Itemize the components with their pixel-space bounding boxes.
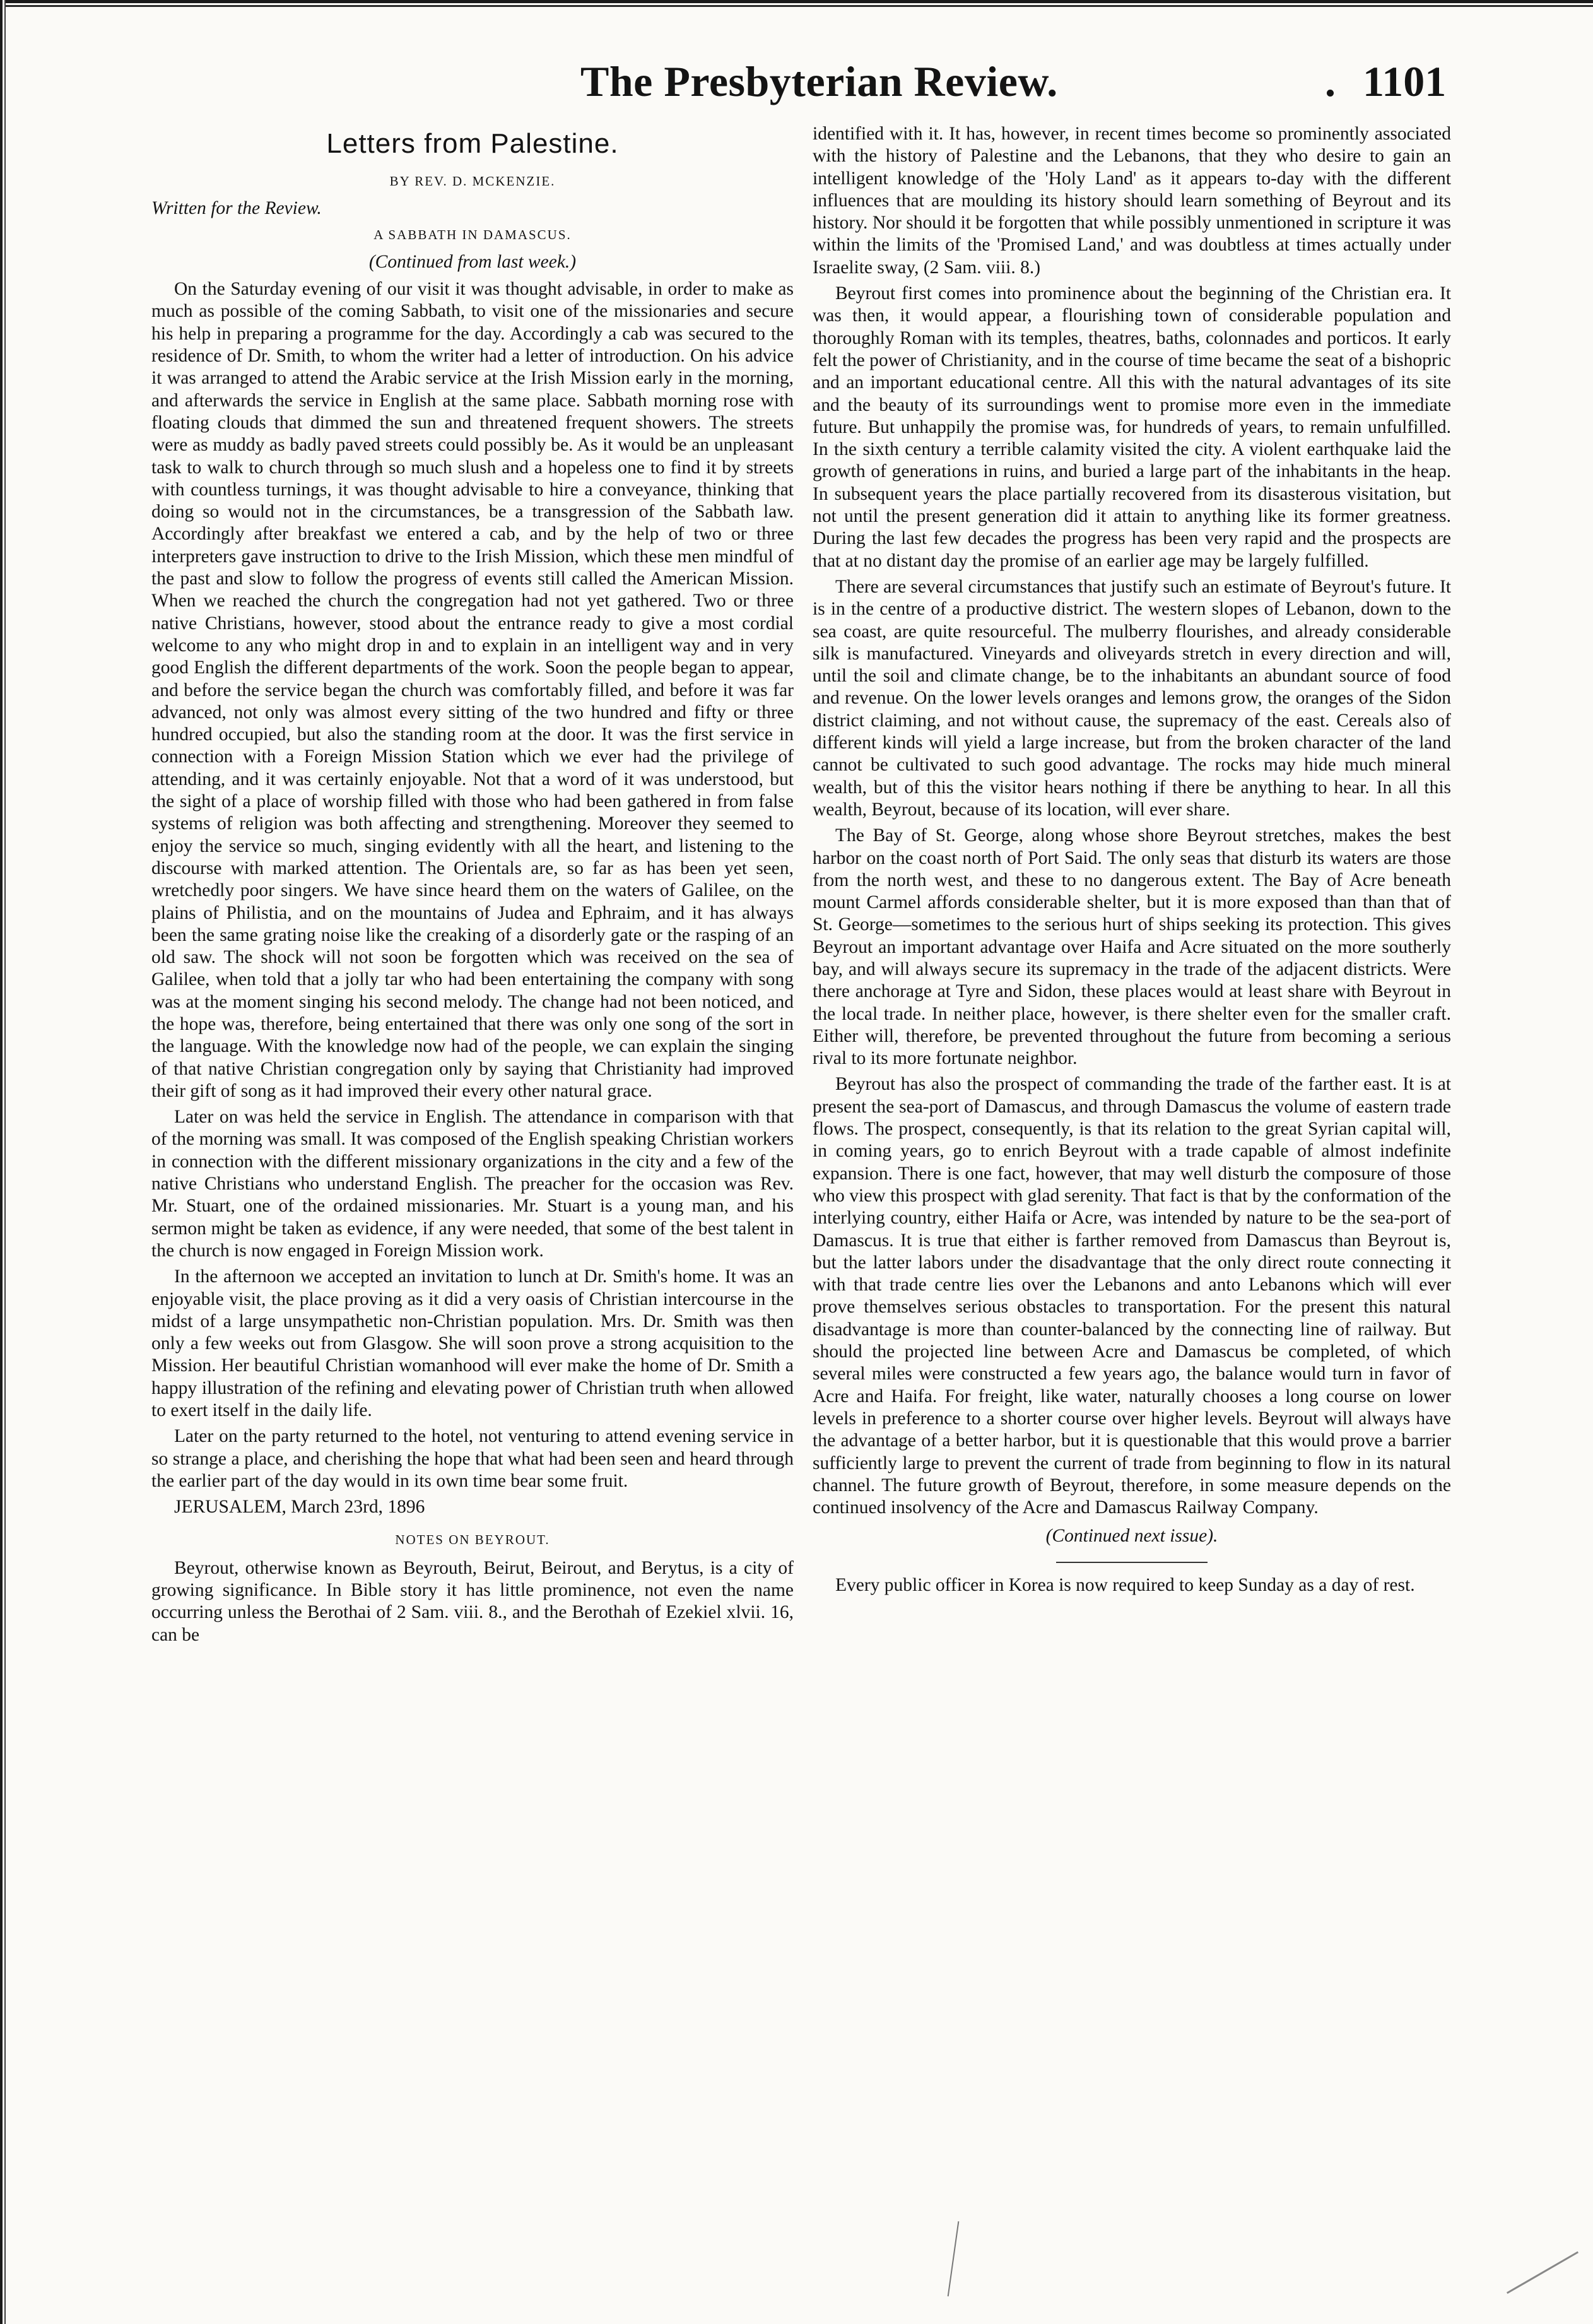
- paragraph: On the Saturday evening of our visit it was thought advisable, in order to make as much as possible of the coming Sabbath, to visit one of the missionaries and secure his help in preparing a programme for the day. Accordingly a cab was secured to the residence of Dr. Smith, to whom the writer had a letter of introduction. On his advice it was arranged to attend the Arabic service at the Irish Mission early in the morning, and afterwards the service in English at the same place. Sabbath morning rose with floating clouds that dimmed the sun and threatened frequent showers. The streets were as muddy as badly paved streets could possibly be. As it would be an unpleasant task to walk to church through so much slush and a hopeless one to find it by streets with countless turnings, it was thought advisable to hire a conveyance, thinking that doing so would not in the circumstances, be a transgression of the Sabbath law. Accordingly after breakfast we entered a cab, and by the help of two or three interpreters gave instruction to drive to the Irish Mission, which these men mindful of the past and slow to follow the progress of events still called the American Mission. When we reached the church the congregation had not yet gathered. Two or three native Christians, however, stood about the entrance ready to give a most cordial welcome to any who might drop in and to explain in an intelligent way and in very good English the different departments of the work. Soon the people began to appear, and before the service began the church was comfortably filled, and before it was far advanced, not only was almost every sitting of the two hundred and fifty or three hundred occupied, but also the standing room at the door. It was the first service in connection with a Foreign Mission Station which we ever had the privilege of attending, and it was certainly enjoyable. Not that a word of it was understood, but the sight of a place of worship filled with those who had been gathered in from false systems of religion was both affecting and strengthening. Moreover they seemed to enjoy the service so much, singing evidently with all the heart, and listening to the discourse with marked attention. The Orientals are, so far as has been yet seen, wretchedly poor singers. We have since heard them on the waters of Galilee, on the plains of Philistia, and on the mountains of Judea and Ephraim, and it has always been the same grating noise like the creaking of a disorderly gate or the rasping of an old saw. The shock will not soon be forgotten which was received on the sea of Galilee, when told that a jolly tar who had been entertaining the company with song was at the moment singing his second melody. The change had not been noticed, and the hope was, therefore, being entertained that there was only one song of the sort in the language. With the knowledge now had of the people, we can explain the singing of that native Christian congregation only by saying that Christianity had improved their gift of song as it had improved their every other natural grace.: [151, 279, 794, 1101]
- ink-mark: [948, 2221, 962, 2297]
- continued-from-note: (Continued from last week.): [368, 251, 577, 272]
- right-column: [813, 123, 1451, 1600]
- notes-heading: NOTES ON BEYROUT.: [395, 1531, 550, 1547]
- section-heading: A SABBATH IN DAMASCUS.: [373, 227, 572, 242]
- divider-rule: [1056, 1562, 1208, 1563]
- paragraph: Later on the party returned to the hotel, not venturing to attend evening service in so strange a place, and cherishing the hope that what had been seen and heard through the earlier part of the day would in its own time bear some fruit.: [151, 1426, 794, 1491]
- left-column: [151, 126, 794, 1650]
- paragraph: Beyrout has also the prospect of commanding the trade of the farther east. It is at present the sea-port of Damascus, and through Damascus the volume of eastern trade flows. The prospect, consequently, is that its relation to the great Syrian capital will, in coming years, go to enrich Beyrout with a trade capable of almost indefinite expansion. There is one fact, however, that may well disturb the composure of those who view this prospect with glad serenity. That fact is that by the conformation of the interlying country, either Haifa or Acre, was intended by nature to be the sea-port of Damascus. It is true that either is farther removed from Damascus than Beyrout is, but the latter labors under the disadvantage that the only direct route connecting it with that trade centre lies over the Lebanons and anto Lebanons which will ever prove themselves serious obstacles to transportation. For the present this natural disadvantage is more than counter-balanced by the connecting line of railway. But should the projected line between Acre and Damascus be completed, of which several miles were constructed a few years ago, the balance would turn in favor of Acre and Haifa. For freight, like water, naturally chooses a long course on lower levels in preference to a shorter course over higher levels. Beyrout will always have the advantage of a better harbor, but it is questionable that this would prove a barrier sufficiently large to prevent the current of trade from beginning to flow in its natural channel. The future growth of Beyrout, therefore, in some measure depends on the continued insolvency of the Acre and Damascus Railway Company.: [813, 1074, 1451, 1518]
- top-border-rule: [0, 0, 1593, 10]
- paragraph: There are several circumstances that justify such an estimate of Beyrout's future. It is in the centre of a productive district. The western slopes of Lebanon, down to the sea coast, are quite resourceful. The mulberry flourishes, and already considerable silk is manufactured. Vineyards and oliveyards stretch in every direction and will, until the soil and climate change, be to the inhabitants an abundant source of food and revenue. On the lower levels oranges and lemons grow, the oranges of the Sidon district claiming, and not without cause, the supremacy of the east. Cereals also of different kinds will yield a large increase, but from the broken character of the land cannot be cultivated to such good advantage. The rocks may hide much mineral wealth, but of this the visitor hears nothing if there be anything to hear. In all this wealth, Beyrout, because of its location, will ever share.: [813, 576, 1451, 820]
- paragraph: Beyrout first comes into prominence about the beginning of the Christian era. It was then, it would appear, a flourishing town of considerable population and thoroughly Roman with its temples, theatres, baths, colonnades and porticos. It early felt the power of Christianity, and in the course of time became the seat of a bishopric and an important educational centre. All this with the natural advantages of its site and the beauty of its surroundings went to promise more even in the immediate future. But unhappily the promise was, for hundreds of years, to remain unfulfilled. In the sixth century a terrible calamity visited the city. A violent earthquake laid the growth of generations in ruins, and buried a large part of the inhabitants in the heap. In subsequent years the place partially recovered from its disasterous visitation, but not until the present generation did it attain to anything like its former greatness. During the last few decades the progress has been very rapid and the prospects are that at no distant day the promise of an earlier age may be largely fulfilled.: [813, 283, 1451, 571]
- page-number: 1101: [1363, 57, 1447, 105]
- paragraph: Beyrout, otherwise known as Beyrouth, Beirut, Beirout, and Berytus, is a city of growing significance. In Bible story it has little prominence, not even the name occurring unless the Berothai of 2 Sam. viii. 8., and the Berothah of Ezekiel xlvii. 16, can be: [151, 1557, 794, 1645]
- journal-title: The Presbyterian Review.: [580, 57, 1058, 105]
- dateline: JERUSALEM, March 23rd, 1896: [174, 1497, 425, 1518]
- ink-mark: [1507, 2251, 1578, 2294]
- paragraph: In the afternoon we accepted an invitation to lunch at Dr. Smith's home. It was an enjoyable visit, the place proving as it did a very oasis of Christian intercourse in the midst of a large unsympathetic non-Christian population. Mrs. Dr. Smith was then only a few weeks out from Glasgow. She will soon prove a strong acquisition to the Mission. Her beautiful Christian womanhood will ever make the home of Dr. Smith a happy illustration of the refining and elevating power of Christian truth when allowed to exert itself in the daily life.: [151, 1266, 794, 1421]
- header-separator: .: [1325, 57, 1336, 105]
- article-byline: BY REV. D. MCKENZIE.: [389, 174, 556, 189]
- article-title: Letters from Palestine.: [326, 128, 619, 159]
- paragraph: identified with it. It has, however, in recent times become so prominently associated with the history of Palestine and the Lebanons, that they who desire to gain an intelligent knowledge of the 'Holy Land' as it appears to-day with the different influences that are moulding its history should learn something of Beyrout and its history. Nor should it be forgotten that while possibly unmentioned in scripture it was within the limits of the 'Promised Land,' and was doubtless at times actually under Israelite sway, (2 Sam. viii. 8.): [813, 124, 1451, 278]
- footnote: Every public officer in Korea is now required to keep Sunday as a day of rest.: [835, 1574, 1415, 1595]
- paragraph: The Bay of St. George, along whose shore Beyrout stretches, makes the best harbor on the coast north of Port Said. The only seas that disturb its waters are those from the north west, and these to no dangerous extent. The Bay of Acre beneath mount Carmel affords considerable shelter, but it is more exposed than than that of St. George—sometimes to the serious hurt of ships seeking its protection. This gives Beyrout an important advantage over Haifa and Acre situated on the more southerly bay, and will always secure its supremacy in the trade of the adjacent districts. Were there anchorage at Tyre and Sidon, these places would at least share with Beyrout in the local trade. In neither place, however, is there shelter even for the smaller craft. Either will, therefore, be prevented throughout the future from becoming a serious rival to its more fortunate neighbor.: [813, 825, 1451, 1069]
- page-header: [0, 50, 1593, 120]
- left-border-rule: [0, 0, 8, 2324]
- written-for-note: Written for the Review.: [151, 198, 322, 219]
- paragraph: Later on was held the service in English. The attendance in comparison with that of the morning was small. It was composed of the English speaking Christian workers in connection with the different missionary organizations in the city and a few of the native Christians who understand English. The preacher for the occasion was Rev. Mr. Stuart, one of the ordained missionaries. Mr. Stuart is a young man, and his sermon might be taken as evidence, if any were needed, that some of the best talent in the church is now engaged in Foreign Mission work.: [151, 1107, 794, 1261]
- continued-next-note: (Continued next issue).: [1045, 1526, 1218, 1547]
